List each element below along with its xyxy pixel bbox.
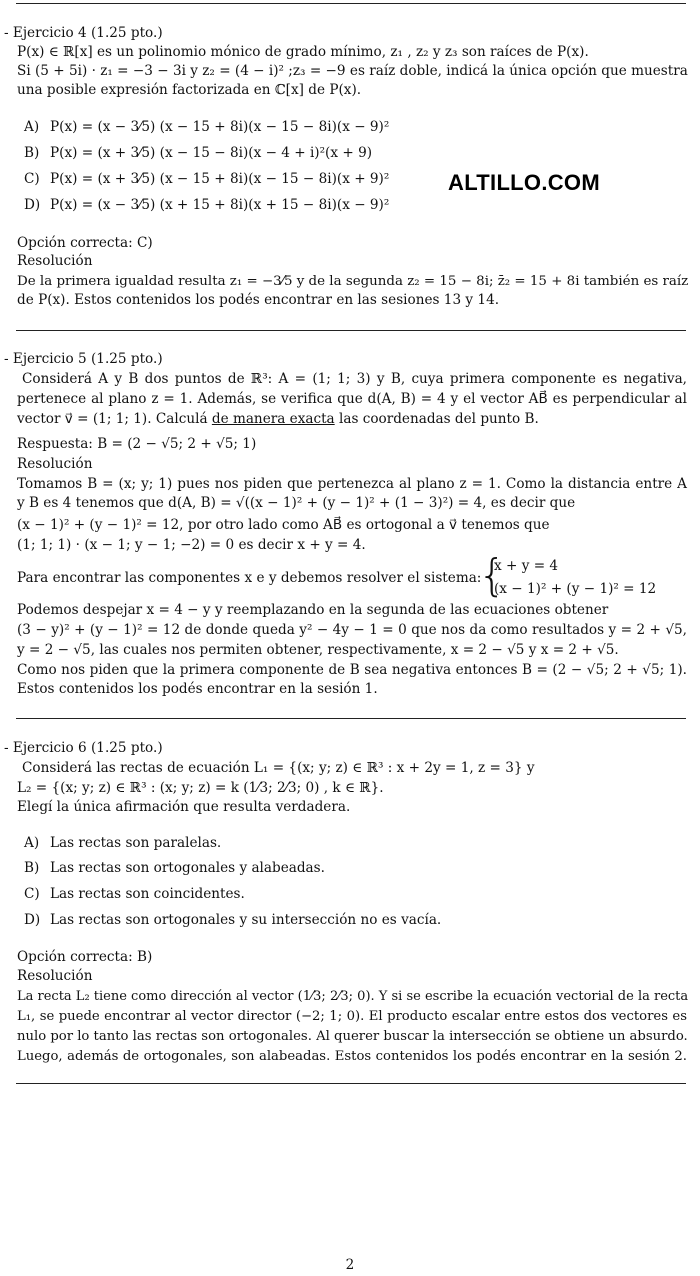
option-text: Las rectas son coincidentes.	[50, 886, 245, 902]
exercise-5-resolution-10: Estos contenidos los podés encontrar en la sesión 1.	[17, 681, 378, 697]
option-letter: D)	[24, 912, 41, 928]
exercise-6-statement-1: Considerá las rectas de ecuación L₁ = {(x; y; z) ∈ ℝ³ : x + 2y = 1, z = 3} y	[22, 760, 535, 776]
top-rule	[16, 3, 686, 4]
exercise-5-statement-3	[17, 410, 687, 429]
option-text: Las rectas son ortogonales y su intersección no es vacía.	[50, 912, 442, 928]
exercise-5-resolution-8: y = 2 − √5, las cuales nos permiten obtener, respectivamente, x = 2 − √5 y x = 2 + √5.	[17, 642, 619, 658]
exercise-4-option-b	[24, 144, 372, 163]
exercise-5-resolution-6: Podemos despejar x = 4 − y y reemplazando en la segunda de las ecuaciones obtener	[17, 602, 609, 618]
option-text: Las rectas son paralelas.	[50, 835, 222, 851]
statement-text: vector v⃗ = (1; 1; 1). Calculá	[17, 411, 212, 427]
exercise-6-resolution-4: Luego, además de ortogonales, son alabeadas. Estos contenidos los podés encontrar en la sesión 2.	[17, 1049, 687, 1064]
emphasis-text: de manera exacta	[211, 411, 335, 427]
exercise-4-option-d	[24, 196, 389, 215]
exercise-4-title: - Ejercicio 4 (1.25 pto.)	[4, 25, 163, 41]
exercise-6-statement-2: L₂ = {(x; y; z) ∈ ℝ³ : (x; y; z) = k (1⁄3; 2⁄3; 0) , k ∈ ℝ}.	[17, 780, 384, 796]
option-text: P(x) = (x − 3⁄5) (x − 15 + 8i)(x − 15 − 8i)(x − 9)²	[50, 119, 390, 135]
exercise-5-statement-1: Considerá A y B dos puntos de ℝ³: A = (1; 1; 3) y B, cuya primera componente es negativa,	[22, 371, 687, 387]
watermark-logo: ALTILLO.COM	[448, 170, 600, 195]
page-number: 2	[345, 1257, 355, 1273]
option-letter: C)	[24, 886, 40, 902]
exercise-4-resolution-1: De la primera igualdad resulta z₁ = −3⁄5 y de la segunda z₂ = 15 − 8i; z̄₂ = 15 + 8i también es raíz	[17, 274, 689, 289]
section-rule	[16, 1083, 686, 1084]
option-letter: A)	[24, 835, 40, 851]
exercise-4-statement-1: P(x) ∈ ℝ[x] es un polinomio mónico de grado mínimo, z₁ , z₂ y z₃ son raíces de P(x).	[17, 44, 589, 60]
option-letter: B)	[24, 145, 40, 161]
option-letter: B)	[24, 860, 40, 876]
exercise-6-answer: Opción correcta: B)	[17, 949, 153, 965]
exercise-6-option-d	[24, 911, 441, 930]
exercise-5-resolution-label: Resolución	[17, 456, 93, 472]
exercise-6-option-c	[24, 885, 245, 904]
exercise-6-option-a	[24, 834, 221, 853]
exercise-5-resolution-9: Como nos piden que la primera componente de B sea negativa entonces B = (2 − √5; 2 + √5; 1).	[17, 662, 687, 678]
exercise-4-option-a	[24, 118, 389, 137]
statement-text: las coordenadas del punto B.	[334, 411, 539, 427]
exercise-4-option-c	[24, 170, 389, 189]
exercise-5-resolution-2: y B es 4 tenemos que d(A, B) = √((x − 1)² + (y − 1)² + (1 − 3)²) = 4, es decir que	[17, 495, 576, 511]
exercise-4-resolution-label: Resolución	[17, 253, 93, 269]
option-letter: A)	[24, 119, 40, 135]
exercise-5-resolution-5: Para encontrar las componentes x e y debemos resolver el sistema:	[17, 570, 482, 586]
exercise-6-resolution-1: La recta L₂ tiene como dirección al vector (1⁄3; 2⁄3; 0). Y si se escribe la ecuación vectorial de la recta	[17, 989, 689, 1004]
exercise-6-option-b	[24, 859, 325, 878]
exercise-5-statement-2: pertenece al plano z = 1. Además, se verifica que d(A, B) = 4 y el vector AB⃗ es perpendicular al	[17, 391, 687, 407]
exercise-5-answer: Respuesta: B = (2 − √5; 2 + √5; 1)	[17, 436, 257, 452]
exercise-4-resolution-2: de P(x). Estos contenidos los podés encontrar en las sesiones 13 y 14.	[17, 292, 500, 308]
option-letter: D)	[24, 197, 41, 213]
exercise-5-resolution-1: Tomamos B = (x; y; 1) pues nos piden que pertenezca al plano z = 1. Como la distancia entre A	[17, 476, 687, 492]
exercise-5-resolution-3: (x − 1)² + (y − 1)² = 12, por otro lado como AB⃗ es ortogonal a v⃗ tenemos que	[17, 517, 550, 533]
exercise-5-resolution-4: (1; 1; 1) · (x − 1; y − 1; −2) = 0 es decir x + y = 4.	[17, 537, 366, 553]
exercise-4-statement-2: Si (5 + 5i) · z₁ = −3 − 3i y z₂ = (4 − i)² ;z₃ = −9 es raíz doble, indicá la única opción que muestra	[17, 63, 688, 79]
option-text: Las rectas son ortogonales y alabeadas.	[50, 860, 325, 876]
exercise-5-resolution-7: (3 − y)² + (y − 1)² = 12 de donde queda y² − 4y − 1 = 0 que nos da como resultados y = 2 + √5,	[17, 622, 687, 638]
brace-glyph: {	[478, 550, 506, 601]
section-rule	[16, 330, 686, 331]
option-text: P(x) = (x + 3⁄5) (x − 15 + 8i)(x − 15 − 8i)(x + 9)²	[50, 171, 390, 187]
exercise-6-statement-3: Elegí la única afirmación que resulta verdadera.	[17, 799, 351, 815]
exercise-6-resolution-2: L₁, se puede encontrar al vector director (−2; 1; 0). El producto escalar entre estos dos vectores es	[17, 1009, 687, 1024]
exercise-6-resolution-3: nulo por lo tanto las rectas son ortogonales. Al querer buscar la intersección se obtiene un absurdo.	[17, 1029, 688, 1044]
exercise-6-title: - Ejercicio 6 (1.25 pto.)	[4, 740, 163, 756]
system-equation-2: (x − 1)² + (y − 1)² = 12	[494, 581, 657, 597]
option-text: P(x) = (x + 3⁄5) (x − 15 − 8i)(x − 4 + i)²(x + 9)	[50, 145, 373, 161]
system-equation-1: x + y = 4	[494, 558, 559, 574]
exercise-5-title: - Ejercicio 5 (1.25 pto.)	[4, 351, 163, 367]
option-text: P(x) = (x − 3⁄5) (x + 15 + 8i)(x + 15 − 8i)(x − 9)²	[50, 197, 390, 213]
option-letter: C)	[24, 171, 40, 187]
exercise-4-answer: Opción correcta: C)	[17, 235, 153, 251]
exercise-6-resolution-label: Resolución	[17, 968, 93, 984]
equation-system	[478, 550, 678, 601]
exercise-4-statement-3: una posible expresión factorizada en ℂ[x] de P(x).	[17, 82, 362, 98]
section-rule	[16, 718, 686, 719]
